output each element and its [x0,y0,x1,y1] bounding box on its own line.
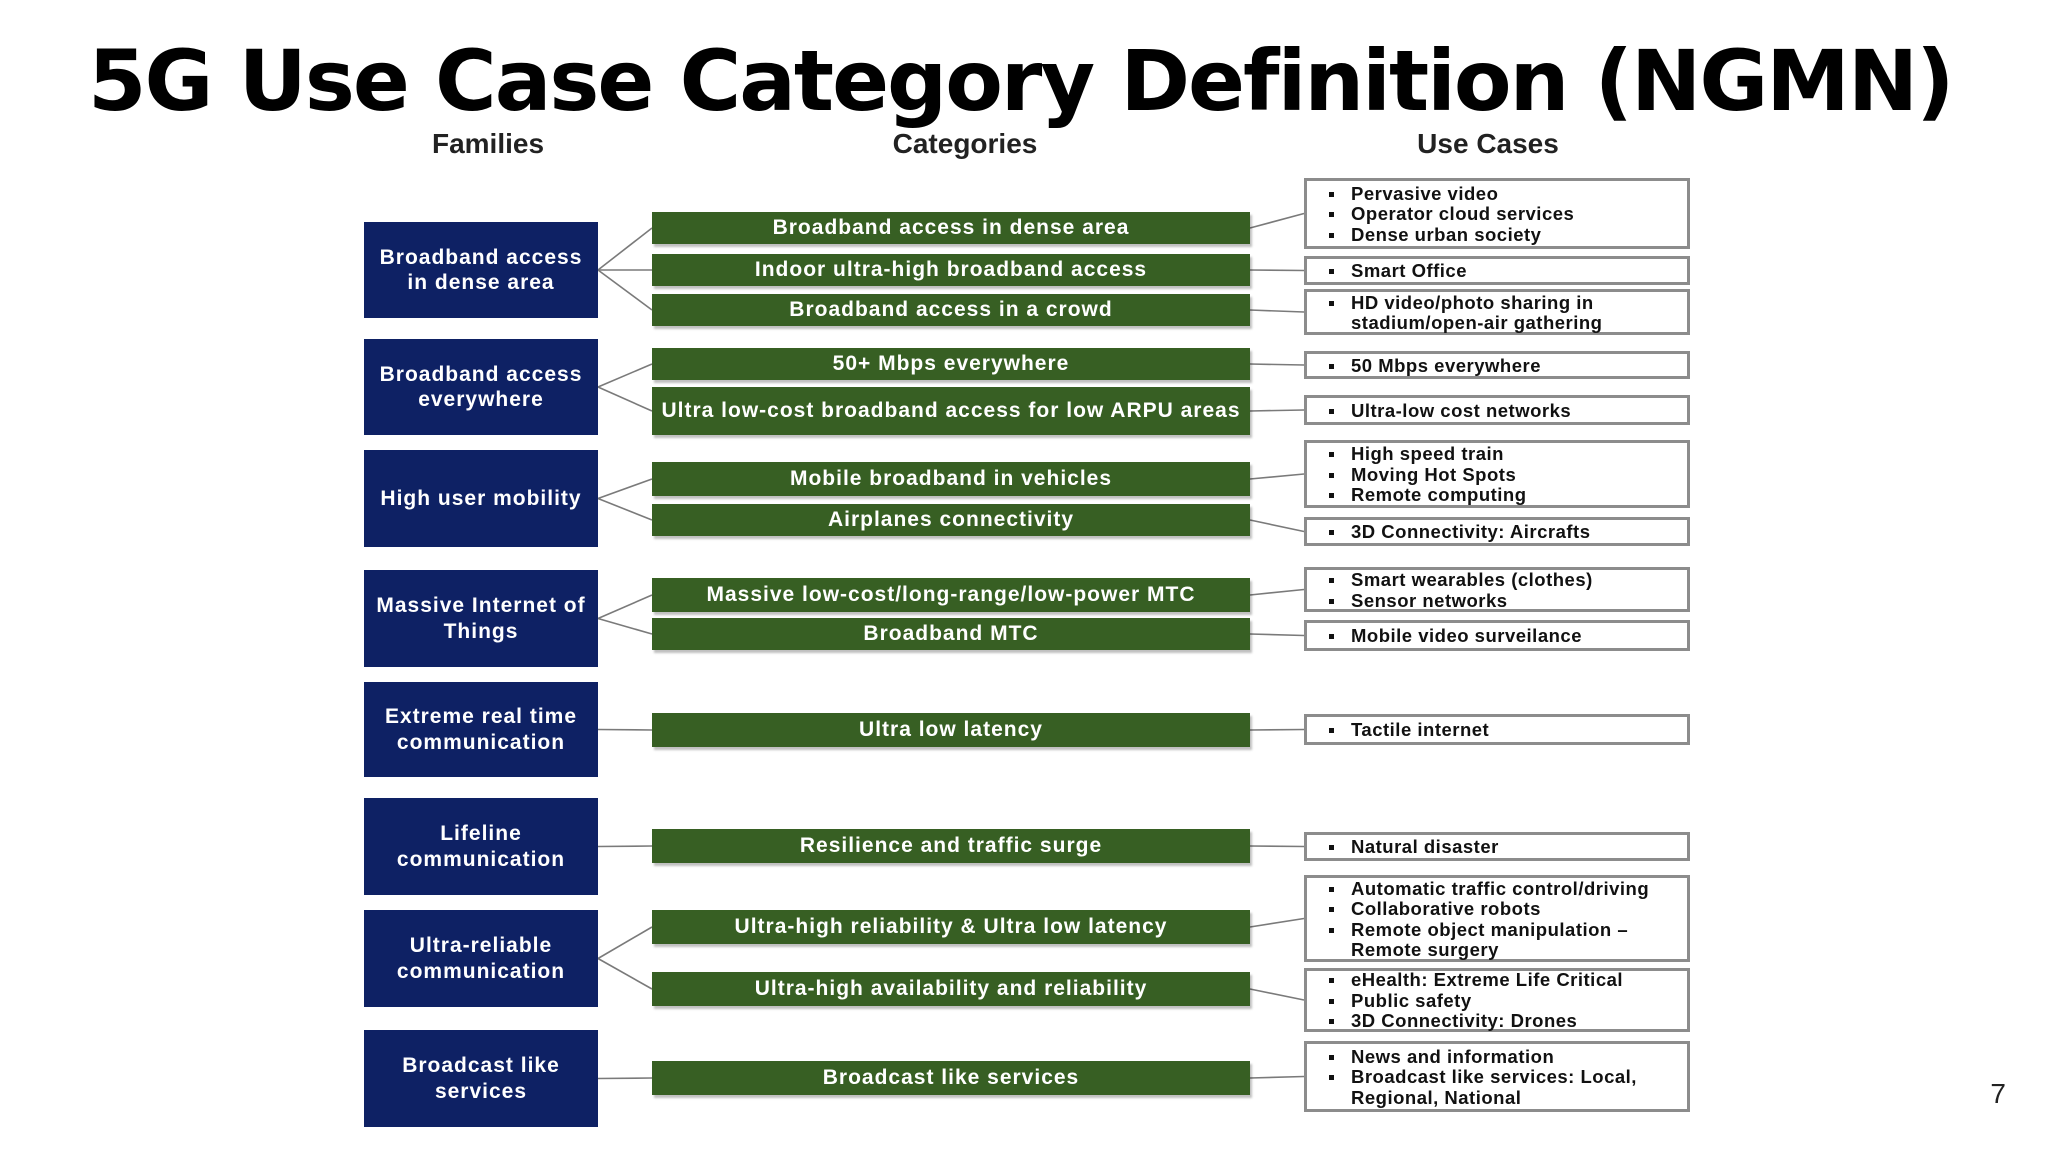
category-box-broadband-access-in-dense-area: Broadband access in dense area [652,212,1250,244]
use-case-item: Remote computing [1329,485,1679,506]
family-box-massive-internet-of-things: Massive Internet of Things [364,570,598,667]
use-case-list [1329,626,1679,647]
use-case-item: 3D Connectivity: Aircrafts [1329,522,1679,543]
use-case-item: Pervasive video [1329,184,1679,205]
category-usecase-connector [1250,364,1304,365]
family-category-connector [598,959,652,990]
use-case-box [1304,567,1690,612]
use-case-item: Smart wearables (clothes) [1329,570,1679,591]
category-usecase-connector [1250,846,1304,847]
use-case-item: eHealth: Extreme Life Critical [1329,970,1679,991]
use-case-item: Collaborative robots [1329,899,1679,920]
use-case-box [1304,178,1690,249]
categories-header: Categories [892,128,1038,159]
use-case-list [1329,261,1679,282]
use-case-item: Moving Hot Spots [1329,465,1679,486]
use-case-item: 50 Mbps everywhere [1329,356,1679,377]
family-category-connector [598,387,652,411]
category-box-massive-low-cost-long-range-low-power-mtc: Massive low-cost/long-range/low-power MTC [652,578,1250,612]
category-box-ultra-low-cost-broadband-access-for-low-arpu-areas: Ultra low-cost broadband access for low ARPU areas [652,387,1250,435]
use-case-box [1304,517,1690,546]
family-category-connector [598,1078,652,1079]
family-category-connector [598,364,652,387]
use-case-list [1329,720,1679,741]
family-box-broadcast-like-services: Broadcast like services [364,1030,598,1127]
category-usecase-connector [1250,310,1304,312]
use-case-box [1304,620,1690,651]
use-case-item: Smart Office [1329,261,1679,282]
use-case-list [1329,570,1679,611]
family-category-connector [598,595,652,619]
category-box-ultra-high-reliability-ultra-low-latency: Ultra-high reliability & Ultra low latency [652,910,1250,944]
category-usecase-connector [1250,214,1304,229]
category-usecase-connector [1250,474,1304,479]
category-usecase-connector [1250,919,1304,928]
category-usecase-connector [1250,270,1304,271]
families-header: Families [431,128,545,159]
use-case-box [1304,832,1690,861]
use-case-list [1329,970,1679,1032]
use-case-item: HD video/photo sharing in stadium/open-air gathering [1329,293,1679,334]
family-category-connector [598,499,652,521]
category-usecase-connector [1250,989,1304,1000]
family-category-connector [598,927,652,959]
category-box-airplanes-connectivity: Airplanes connectivity [652,504,1250,536]
page-number: 7 [1990,1078,2006,1109]
category-usecase-connector [1250,1077,1304,1079]
family-category-connector [598,270,652,310]
use-case-list [1329,293,1679,334]
family-category-connector [598,730,652,731]
use-case-item: Tactile internet [1329,720,1679,741]
use-case-box [1304,1041,1690,1112]
family-category-connector [598,846,652,847]
use-case-box [1304,351,1690,379]
use-case-item: Sensor networks [1329,591,1679,612]
use-case-list [1329,522,1679,543]
use-case-item: Mobile video surveilance [1329,626,1679,647]
use-case-box [1304,289,1690,335]
use-case-list [1329,356,1679,377]
category-box-indoor-ultra-high-broadband-access: Indoor ultra-high broadband access [652,254,1250,286]
use-case-list [1329,184,1679,246]
use-cases-header: Use Cases [1417,128,1559,159]
use-case-list [1329,837,1679,858]
use-case-box [1304,875,1690,962]
use-case-item: High speed train [1329,444,1679,465]
use-case-item: News and information [1329,1047,1679,1068]
use-case-list [1329,1047,1679,1109]
family-box-broadband-access-in-dense-area: Broadband access in dense area [364,222,598,318]
family-category-connector [598,619,652,635]
category-box-mobile-broadband-in-vehicles: Mobile broadband in vehicles [652,462,1250,496]
use-case-item: Natural disaster [1329,837,1679,858]
use-case-list [1329,879,1679,961]
use-case-item: 3D Connectivity: Drones [1329,1011,1679,1032]
use-case-box [1304,256,1690,285]
category-box-resilience-and-traffic-surge: Resilience and traffic surge [652,829,1250,863]
family-category-connector [598,479,652,499]
category-usecase-connector [1250,590,1304,596]
use-case-item: Public safety [1329,991,1679,1012]
use-case-box [1304,395,1690,425]
use-case-item: Operator cloud services [1329,204,1679,225]
category-box-ultra-high-availability-and-reliability: Ultra-high availability and reliability [652,972,1250,1006]
category-box-broadcast-like-services: Broadcast like services [652,1061,1250,1095]
use-case-item: Automatic traffic control/driving [1329,879,1679,900]
use-case-item: Ultra-low cost networks [1329,401,1679,422]
category-box-broadband-mtc: Broadband MTC [652,618,1250,650]
category-usecase-connector [1250,410,1304,411]
family-box-high-user-mobility: High user mobility [364,450,598,547]
use-case-box [1304,714,1690,745]
category-box-broadband-access-in-a-crowd: Broadband access in a crowd [652,294,1250,326]
category-usecase-connector [1250,520,1304,532]
family-category-connector [598,228,652,270]
use-case-item: Broadcast like services: Local, Regional, National [1329,1067,1679,1108]
use-case-list [1329,401,1679,422]
category-box-50-mbps-everywhere: 50+ Mbps everywhere [652,348,1250,380]
use-case-box [1304,968,1690,1032]
category-usecase-connector [1250,730,1304,731]
use-case-list [1329,444,1679,506]
family-box-extreme-real-time-communication: Extreme real time communication [364,682,598,777]
family-box-lifeline-communication: Lifeline communication [364,798,598,895]
family-box-ultra-reliable-communication: Ultra-reliable communication [364,910,598,1007]
use-case-box [1304,440,1690,508]
category-box-ultra-low-latency: Ultra low latency [652,713,1250,747]
category-usecase-connector [1250,634,1304,636]
use-case-item: Dense urban society [1329,225,1679,246]
family-box-broadband-access-everywhere: Broadband access everywhere [364,339,598,435]
use-case-item: Remote object manipulation – Remote surgery [1329,920,1679,961]
page-title: 5G Use Case Category Definition (NGMN) [88,32,1953,130]
